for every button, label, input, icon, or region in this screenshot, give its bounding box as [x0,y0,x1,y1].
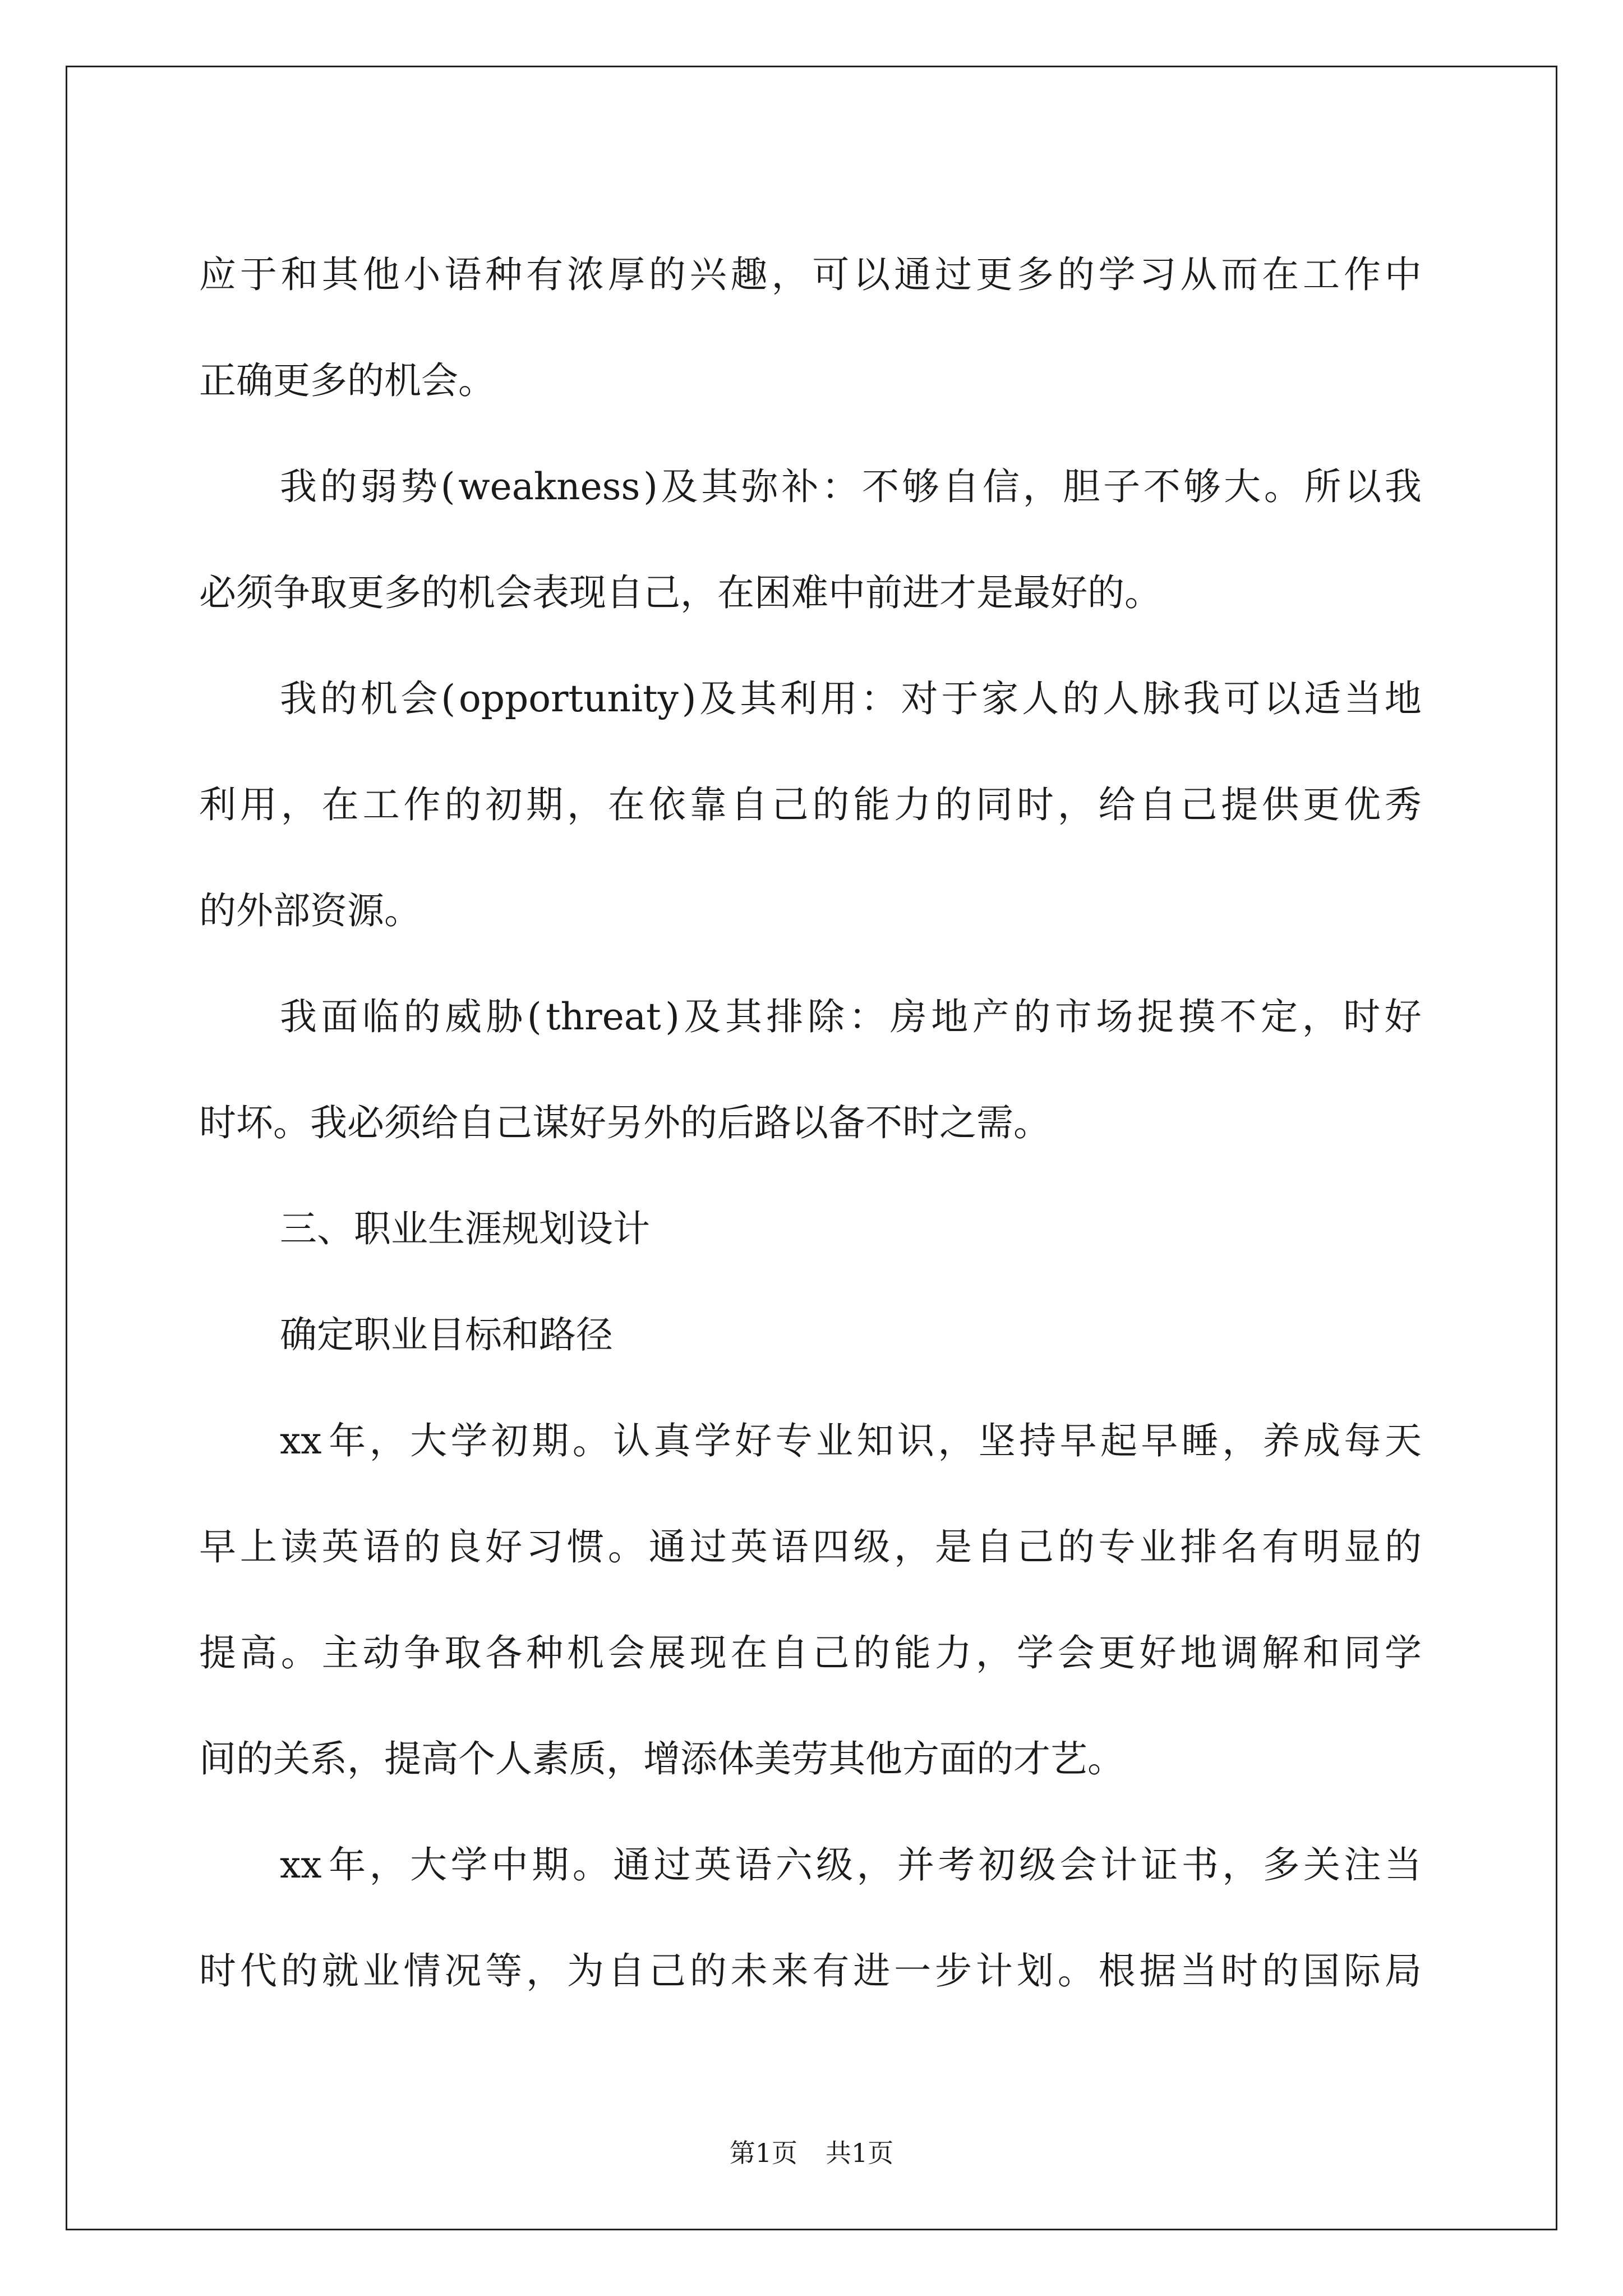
page-footer [0,2133,1623,2170]
text-line: 早 上 读 英 语 的 良 好 习 惯 。 通 过 英 语 四 级 ， 是 自 己 的 专 业 排 名 有 明 显 的 [199,1525,1422,1568]
text-line: 提 高 。 主 动 争 取 各 种 机 会 展 现 在 自 己 的 能 力 ， 学 会 更 好 地 调 解 和 同 学 [199,1631,1422,1674]
text-line: 时 代 的 就 业 情 况 等 ， 为 自 己 的 未 来 有 进 一 步 计 划 。 根 据 当 时 的 国 际 局 [199,1949,1422,1993]
page-total: 共1页 [826,2138,894,2168]
text-line: 确定职业目标和路径 [280,1313,613,1356]
text-line: 利 用 ， 在 工 作 的 初 期 ， 在 依 靠 自 己 的 能 力 的 同 时 ， 给 自 己 提 供 更 优 秀 [199,783,1422,826]
text-line: 间的关系，提高个人素质，增添体美劳其他方面的才艺。 [199,1737,1124,1780]
text-line: 时坏。我必须给自己谋好另外的后路以备不时之需。 [199,1101,1050,1144]
text-line: 必须争取更多的机会表现自己，在困难中前进才是最好的。 [199,571,1161,614]
page-number: 第1页 [729,2138,797,2168]
text-line: xx 年 ， 大 学 中 期 。 通 过 英 语 六 级 ， 并 考 初 级 会 计 证 书 ， 多 关 注 当 [280,1843,1422,1887]
text-line: 我 的 弱 势 ( weakness ) 及 其 弥 补 ： 不 够 自 信 ， 胆 子 不 够 大 。 所 以 我 [280,465,1422,508]
text-line: 三、职业生涯规划设计 [280,1207,650,1250]
text-line: 我 面 临 的 威 胁 ( threat ) 及 其 排 除 ： 房 地 产 的 市 场 捉 摸 不 定 ， 时 好 [280,995,1422,1038]
text-line: 我 的 机 会 ( opportunity ) 及 其 利 用 ： 对 于 家 人 的 人 脉 我 可 以 适 当 地 [280,677,1422,720]
text-line: 应 于 和 其 他 小 语 种 有 浓 厚 的 兴 趣 ， 可 以 通 过 更 多 的 学 习 从 而 在 工 作 中 [199,253,1422,296]
text-line: 正确更多的机会。 [199,359,495,402]
text-line: xx 年 ， 大 学 初 期 。 认 真 学 好 专 业 知 识 ， 坚 持 早 起 早 睡 ， 养 成 每 天 [280,1419,1422,1462]
document-body [199,222,1422,2024]
text-line: 的外部资源。 [199,889,421,932]
